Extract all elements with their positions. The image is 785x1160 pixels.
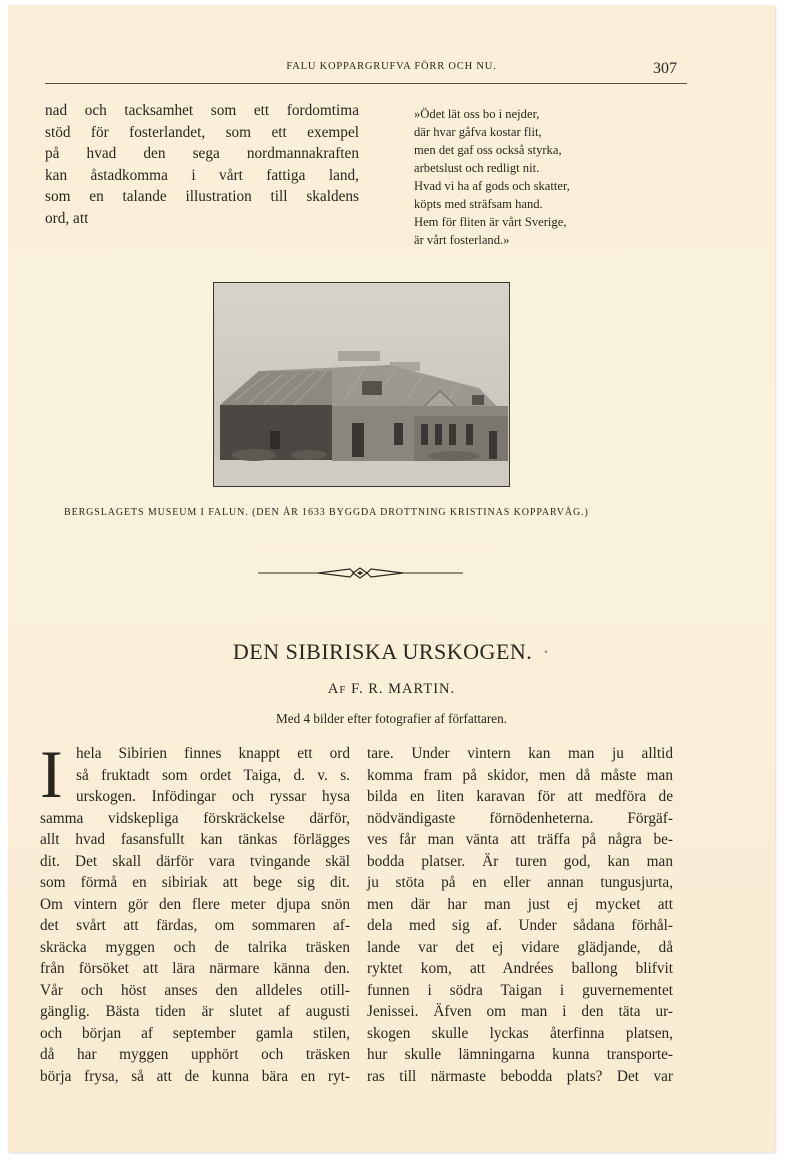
- byline: [8, 681, 775, 698]
- text-line: ves får man vänta att träffa på några be-: [367, 831, 673, 848]
- text-line: men där har man just ej mycket att: [367, 895, 673, 913]
- running-head: FALU KOPPARGRUFVA FÖRR OCH NU.: [286, 61, 497, 72]
- text-line: stöd för fosterlandet, som ett exempel: [45, 123, 359, 141]
- text-line: det svårt att färdas, om sommaren af-: [40, 917, 350, 934]
- text-line: och början af september gamla stilen,: [40, 1024, 350, 1042]
- text-line: som en talande illustration till skaldens: [45, 188, 359, 205]
- text-line: lande var det ej vidare glädjande, då: [367, 938, 673, 956]
- text-line: nad och tacksamhet som ett fordomtima: [45, 102, 359, 119]
- text-line: skogen skulle lyckas återfinna platsen,: [367, 1024, 673, 1042]
- text-line: bilda en liten karavan för att medföra de: [367, 788, 673, 805]
- museum-building-photo: [213, 282, 510, 487]
- poem-line: »Ödet lät oss bo i nejder,: [414, 107, 540, 121]
- drop-cap: I: [40, 736, 63, 812]
- header-rule: [45, 83, 687, 84]
- building-illustration: [214, 283, 509, 486]
- text-line: tare. Under vintern kan man ju alltid: [367, 745, 673, 762]
- text-line: allt hvad fasansfullt kan tänkas förlägges: [40, 831, 350, 848]
- figure-caption: BERGSLAGETS MUSEUM I FALUN. (DEN ÅR 1633 BYGGDA DROTTNING KRISTINAS KOPPARVÅG.): [64, 507, 589, 518]
- text-line: ju stöta på en eller annan tungusjurta,: [367, 874, 673, 891]
- poem-line: köpts med sträfsam hand.: [414, 197, 543, 211]
- poem-line: är vårt fosterland.»: [414, 233, 510, 247]
- text-line: så fruktadt som ordet Taiga, d. v. s.: [76, 766, 350, 784]
- section-divider-ornament: [258, 565, 463, 581]
- poem-line: Hvad vi ha af gods och skatter,: [414, 179, 570, 193]
- article-title: [8, 639, 775, 665]
- article-column-right: [367, 743, 673, 1087]
- previous-article-paragraph: [45, 100, 359, 229]
- text-line: ryktet kom, att Andrées ballong blifvit: [367, 960, 673, 977]
- text-line: börja frysa, så att de kunna bära en ryt-: [40, 1067, 350, 1085]
- text-line: på hvad den sega nordmannakraften: [45, 145, 359, 162]
- text-line: Jenissei. Äfven om man i den täta ur-: [367, 1003, 673, 1020]
- text-line: skräcka myggen och de talrika träsken: [40, 938, 350, 956]
- stray-mark: ·: [542, 639, 551, 664]
- poem-line: arbetslust och redligt nit.: [414, 161, 540, 175]
- text-line: kan åstadkomma i vårt fattiga land,: [45, 166, 359, 184]
- text-line: dit. Det skall därför vara tvingande skäl: [40, 852, 350, 870]
- text-line: då har myggen upphört och träsken: [40, 1046, 350, 1063]
- text-line: dela med sig af. Under sådana förhål-: [367, 917, 673, 934]
- poem-line: men det gaf oss också styrka,: [414, 143, 562, 157]
- text-line: funnen i södra Taigan i guvernementet: [367, 981, 673, 999]
- poem-line: där hvar gåfva kostar flit,: [414, 125, 542, 139]
- page-number: 307: [653, 60, 677, 77]
- byline-prefix-small: F: [339, 684, 347, 696]
- text-line: hela Sibirien finnes knappt ett ord: [76, 745, 350, 762]
- text-line: ord, att: [45, 209, 89, 227]
- article-subtitle: Med 4 bilder efter fotografier af författaren.: [275, 711, 508, 726]
- text-line: från försöket att lära närmare känna den.: [40, 960, 350, 977]
- text-line: bodda platser. Är turen god, kan man: [367, 852, 673, 870]
- article-title-text: DEN SIBIRISKA URSKOGEN.: [232, 639, 533, 664]
- text-line: Om vintern gör den flere meter djupa snön: [40, 895, 350, 913]
- article-column-left: [40, 736, 350, 1087]
- poem-quote: [414, 105, 674, 249]
- text-line: komma fram på skidor, men då måste man: [367, 766, 673, 784]
- text-line: hur skulle lämningarna kunna transporte-: [367, 1046, 673, 1063]
- book-page: [8, 5, 775, 1152]
- text-line: Vår och höst anses den alldeles otill-: [40, 981, 350, 999]
- author-name: F. R. MARTIN.: [346, 681, 456, 697]
- poem-line: Hem för fliten är vårt Sverige,: [414, 215, 567, 229]
- text-line: ras till närmaste bebodda plats? Det var: [367, 1067, 673, 1085]
- byline-prefix-large: A: [327, 681, 340, 697]
- text-line: urskogen. Infödingar och ryssar hysa: [76, 788, 350, 805]
- text-line: samma vidskepliga förskräckelse därför,: [40, 809, 350, 827]
- text-line: gänglig. Bästa tiden är slutet af augusti: [40, 1003, 350, 1020]
- text-line: nödvändigaste förnödenheterna. Förgäf-: [367, 809, 673, 827]
- text-line: som förmå en sibiriak att bege sig dit.: [40, 874, 350, 891]
